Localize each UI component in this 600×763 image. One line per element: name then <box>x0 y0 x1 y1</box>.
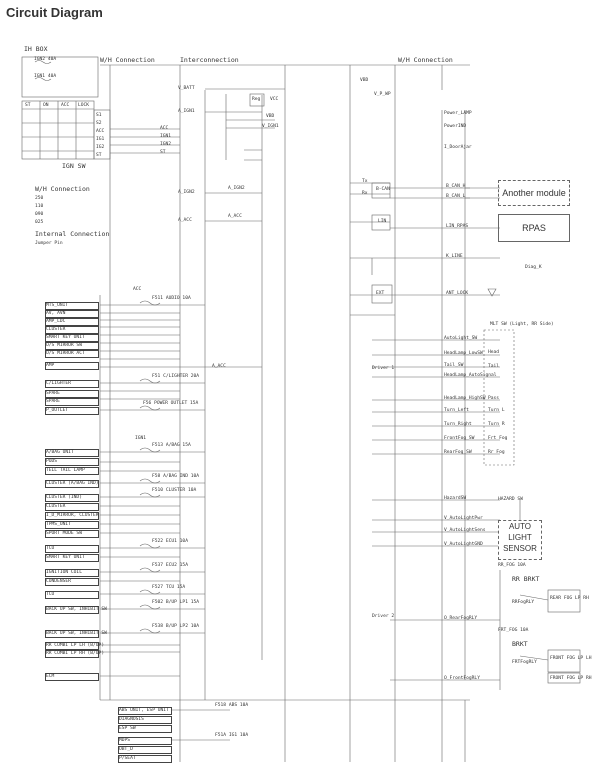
ih-box-header: IH BOX <box>24 45 48 53</box>
ign-output: IGN2 <box>160 142 172 147</box>
fuse-label: F502 B/UP LP1 15A <box>152 600 200 605</box>
ign1-fuse-label: IGN1 40A <box>34 74 57 79</box>
load-box: RR COMBI LP RH (B/UP) <box>46 651 105 656</box>
fuse-label: F58 A/BAG IND 10A <box>152 474 200 479</box>
rpas-box: RPAS <box>498 214 570 242</box>
legend-wh-item: 250 <box>35 196 44 201</box>
load-box: MDPS <box>118 737 172 745</box>
can-h-label: B_CAN_H <box>446 184 466 189</box>
load-box: TCU <box>45 591 99 599</box>
auto-light-line: LIGHT <box>508 533 532 542</box>
rr-fog-fuse-label: RR_FOG 10A <box>498 563 526 568</box>
rear-fog-lp-label: REAR FOG LP RH <box>550 596 589 601</box>
interconnect-label: Reg <box>252 97 261 102</box>
fuse-label: F51 C/LIGHTER 20A <box>152 374 200 379</box>
fuse-label: F518 ABS 10A <box>215 703 249 708</box>
switch-label: Turn L <box>488 408 505 413</box>
auto-light-line: AUTO <box>508 522 532 531</box>
load-box: RR COMBI LP LH (B/UP) <box>46 643 105 648</box>
interconnection-header: Interconnection <box>180 56 239 64</box>
driver-label: Driver 2 <box>372 614 395 619</box>
brkt-label: BRKT <box>512 640 528 648</box>
load-box: P/SEAT <box>118 755 172 763</box>
load-box: P_OUTLET <box>45 407 99 415</box>
load-box: BACK UP SW, INHIBIT SW <box>46 631 107 636</box>
output-label: HeadLamp_AutoSignal <box>444 373 497 378</box>
output-label: Turn_Right <box>444 422 472 427</box>
load-box: IGNITION COIL <box>45 569 99 577</box>
rr-brkt-label: RR BRKT <box>512 575 540 583</box>
lin-module: LIN <box>378 219 387 224</box>
load-box: AMP <box>45 362 99 370</box>
output-label: O_RearFogRLY <box>444 616 478 621</box>
load-box: TPMS_UNIT <box>45 521 99 529</box>
wh-connection-header-left: W/H Connection <box>100 56 155 64</box>
another-module-box: Another module <box>498 180 570 206</box>
fuse-label: F511 AUDIO 10A <box>152 296 191 301</box>
switch-label: Pass <box>488 396 500 401</box>
load-box: SPARE <box>45 390 99 398</box>
fuse-label: F51A IG1 10A <box>215 733 249 738</box>
switch-label: Turn R <box>488 422 505 427</box>
output-label: Tail_SW <box>444 363 464 368</box>
load-box: ESP SW <box>118 725 172 733</box>
ign-output: ACC <box>160 126 169 131</box>
output-label: Turn_Left <box>444 408 469 413</box>
load-box: ABS UNIT, ESP UNIT <box>118 707 172 715</box>
load-box: CLUSTER <box>45 326 99 334</box>
switch-label: Head <box>488 350 500 355</box>
interconnect-label: A_IGN1 <box>178 109 195 114</box>
lin-rpas-label: LIN_RPAS <box>446 224 469 229</box>
load-box: SMART KEY UNIT <box>45 554 99 562</box>
load-box: CLUSTER <box>45 503 99 511</box>
ign-output: IGN1 <box>160 134 172 139</box>
wh-connection-header-right: W/H Connection <box>398 56 453 64</box>
load-box: DIAGNOSIS <box>118 716 172 724</box>
interconnect-label: V_IGN1 <box>262 124 279 129</box>
load-box: SPARE <box>45 398 99 406</box>
output-label: AutoLight_SW <box>444 336 478 341</box>
ext-label: EXT <box>376 291 385 296</box>
output-label: HazardSW <box>444 496 467 501</box>
legend-wh-item: 090 <box>35 212 44 217</box>
ign-switch-header-on: ON <box>43 103 49 108</box>
output-label: HeadLamp_HighSW <box>444 396 486 401</box>
ign-output: ST <box>160 150 166 155</box>
interconnect-label: V_P_WP <box>374 92 391 97</box>
multi-sw-label: MLT SW (Light, RR Side) <box>490 322 554 327</box>
interconnect-label: VBD <box>266 114 275 119</box>
load-box: MTS_UNIT <box>45 302 99 310</box>
legend-internal-title: Internal Connection <box>35 230 110 238</box>
interconnect-label: VCC <box>270 97 279 102</box>
output-label: O_FrontFogRLY <box>444 676 480 681</box>
ign-terminal: S1 <box>96 113 102 118</box>
fuse-label: F510 CLUSTER 10A <box>152 488 197 493</box>
output-label: I_DoorAjar <box>444 145 472 150</box>
load-box: C/LIGHTER <box>45 380 99 388</box>
hazard-sw-label: HAZARD SW <box>498 497 523 502</box>
interconnect-label: A_ACC <box>178 218 192 223</box>
auto-light-sensor-box <box>498 520 542 560</box>
load-box: I_D_MIRROR, CLUSTER <box>46 513 99 518</box>
front-fog-rh-label: FRONT FOG LP RH <box>550 676 592 681</box>
can-l-label: B_CAN_L <box>446 194 466 199</box>
fuse-label: F56 POWER OUTLET 15A <box>143 401 199 406</box>
load-box: PODS <box>45 458 99 466</box>
load-box: ECM <box>45 673 99 681</box>
bcan-module: B-CAN <box>376 187 390 192</box>
rx-label: Rx <box>362 191 368 196</box>
fuse-label: F522 ECU1 10A <box>152 539 188 544</box>
interconnect-label: A_IGN2 <box>178 190 195 195</box>
ign-switch-header-acc: ACC <box>61 103 70 108</box>
fuse-label: ACC <box>133 287 142 292</box>
load-box: AV, AVN <box>45 310 99 318</box>
load-box: CLUSTER (A/BAG IND) <box>46 481 99 486</box>
frt-fog-relay-label: FRTFogRLY <box>512 660 537 665</box>
ign-terminal: S2 <box>96 121 102 126</box>
load-box: A/BAG UNIT <box>45 449 99 457</box>
ign-sw-label: IGN SW <box>62 162 86 170</box>
fuse-label: F513 A/BAG 15A <box>152 443 191 448</box>
fuse-label: F527 TCU 15A <box>152 585 186 590</box>
rr-fog-relay-label: RRFogRLY <box>512 600 535 605</box>
load-box: BACK UP SW, INHIBIT SW <box>46 607 107 612</box>
ign-switch-header-lock: LOCK <box>78 103 90 108</box>
interconnect-label: A_IGN2 <box>228 186 245 191</box>
interconnect-label: VBD <box>360 78 369 83</box>
output-label: V_AutoLightPwr <box>444 516 483 521</box>
ign-terminal: IG2 <box>96 145 105 150</box>
output-label: V_AutoLightSens <box>444 528 486 533</box>
load-box: TELL TAIL LAMP <box>45 467 99 475</box>
load-box: O/S MIRROR SW <box>45 342 99 350</box>
legend-wh-title: W/H Connection <box>35 185 90 193</box>
ign-terminal: ST <box>96 153 102 158</box>
load-box: SPORT MODE SW <box>45 530 99 538</box>
load-box: O/S MIRROR ACT <box>45 350 99 358</box>
fuse-label: F537 ECU2 15A <box>152 563 188 568</box>
legend-wh-item: 110 <box>35 204 44 209</box>
ign-switch-header-st: ST <box>25 103 31 108</box>
output-label: PowerIND <box>444 124 467 129</box>
load-box: CONDENSER <box>45 578 99 586</box>
tx-label: Tx <box>362 179 368 184</box>
driver-label: Driver 1 <box>372 366 395 371</box>
load-box: SMART KEY UNIT <box>45 334 99 342</box>
output-label: Power_LAMP <box>444 111 472 116</box>
output-label: V_AutoLightGND <box>444 542 483 547</box>
frt-fog-fuse-label: FRT_FOG 10A <box>498 628 529 633</box>
page-title: Circuit Diagram <box>6 5 103 20</box>
load-box: OBT_D <box>118 746 172 754</box>
fuse-label: F538 B/UP LP2 10A <box>152 624 200 629</box>
auto-light-line: SENSOR <box>503 544 537 553</box>
ign-terminal: ACC <box>96 129 105 134</box>
fuse-label: IGN1 <box>135 436 147 441</box>
legend-internal-item: Jumper Pin <box>35 241 63 246</box>
switch-label: Frt Fog <box>488 436 508 441</box>
ign-terminal: IG1 <box>96 137 105 142</box>
switch-label: Tail <box>488 364 500 369</box>
interconnect-label: V_BATT <box>178 86 195 91</box>
fuse-label: A_ACC <box>212 364 226 369</box>
output-label: HeadLamp_LowSW <box>444 351 483 356</box>
ant-lock-label: ANT_LOCK <box>446 291 469 296</box>
interconnect-label: A_ACC <box>228 214 242 219</box>
diag-label: Diag_K <box>525 265 542 270</box>
output-label: FrontFog_SW <box>444 436 475 441</box>
ign2-fuse-label: IGN2 40A <box>34 57 57 62</box>
legend-wh-item: 025 <box>35 220 44 225</box>
load-box: TCU <box>45 545 99 553</box>
output-label: RearFog_SW <box>444 450 472 455</box>
load-box: AMP_LDC <box>45 318 99 326</box>
switch-label: Rr Fog <box>488 450 505 455</box>
front-fog-lh-label: FRONT FOG LP LH <box>550 656 592 661</box>
load-box: CLUSTER (IND) <box>45 494 99 502</box>
k-line-label: K_LINE <box>446 254 463 259</box>
